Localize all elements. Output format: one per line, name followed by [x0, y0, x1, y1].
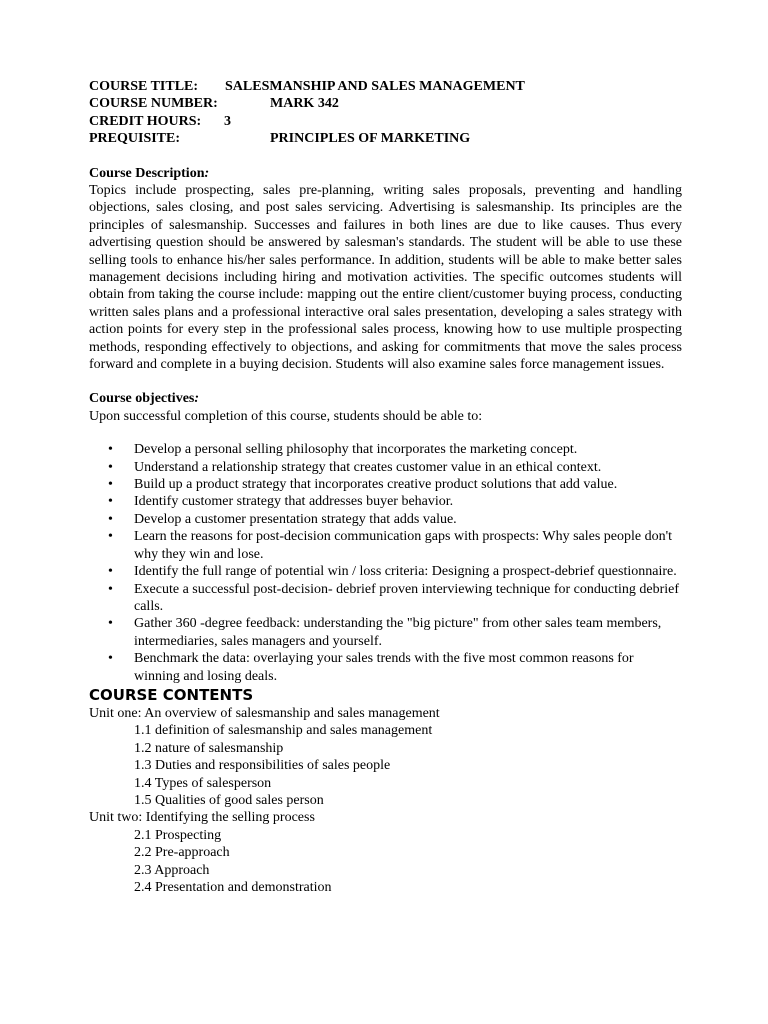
- course-objectives-label: Course objectives: [89, 391, 195, 407]
- objective-item: [89, 650, 682, 685]
- bullet-icon: •: [108, 494, 113, 510]
- course-number-value: MARK 342: [270, 96, 339, 112]
- course-description-colon: :: [204, 165, 210, 181]
- bullet-icon: •: [108, 442, 113, 458]
- objective-text: Understand a relationship strategy that creates customer value in an ethical context.: [134, 459, 602, 475]
- objective-item: [89, 528, 682, 563]
- course-title-value: SALESMANSHIP AND SALES MANAGEMENT: [225, 79, 525, 94]
- bullet-icon: •: [108, 581, 113, 597]
- course-contents-heading: COURSE CONTENTS: [89, 685, 254, 704]
- prerequisite-value: PRINCIPLES OF MARKETING: [270, 131, 471, 147]
- bullet-icon: •: [108, 511, 113, 527]
- objective-item: [89, 459, 682, 476]
- document-content: [89, 78, 682, 896]
- bullet-icon: •: [108, 459, 113, 475]
- objective-text: Develop a customer presentation strategy that adds value.: [134, 511, 457, 527]
- credit-hours-label: CREDIT HOURS:: [89, 113, 202, 129]
- course-number-label: COURSE NUMBER:: [89, 96, 218, 112]
- course-description-label: Course Description: [89, 165, 205, 181]
- objective-text: Learn the reasons for post-decision communication gaps with prospects: Why sales people don't why they win and lose.: [134, 529, 673, 562]
- objective-text: Identify the full range of potential win / loss criteria: Designing a prospect-debrief questionnaire.: [134, 564, 677, 580]
- objective-text: Benchmark the data: overlaying your sales trends with the five most common reasons for winning and losing deals.: [134, 651, 634, 684]
- unit-two-title: Unit two: Identifying the selling process: [89, 810, 315, 826]
- unit-two-item: 2.1 Prospecting: [134, 827, 222, 843]
- objective-item: [89, 581, 682, 616]
- unit-two-item: 2.2 Pre-approach: [134, 845, 230, 861]
- course-objectives-intro: Upon successful completion of this course, students should be able to:: [89, 408, 483, 424]
- objective-text: Identify customer strategy that addresses buyer behavior.: [134, 494, 454, 510]
- bullet-icon: •: [108, 564, 113, 580]
- objective-item: [89, 615, 682, 650]
- objective-text: Build up a product strategy that incorporates creative product solutions that add value.: [134, 477, 618, 493]
- credit-hours-row: [89, 113, 682, 130]
- objective-item: [89, 441, 682, 458]
- objective-item: [89, 476, 682, 493]
- unit-one-title: Unit one: An overview of salesmanship and sales management: [89, 705, 440, 721]
- unit-one-item: 1.5 Qualities of good sales person: [134, 792, 324, 808]
- unit-one-item: 1.3 Duties and responsibilities of sales people: [134, 758, 391, 774]
- course-number-row: [89, 95, 682, 112]
- prerequisite-label: PREQUISITE:: [89, 131, 181, 147]
- objective-text: Execute a successful post-decision- debrief proven interviewing technique for conducting debrief calls.: [134, 581, 680, 614]
- unit-one-item: 1.1 definition of salesmanship and sales management: [134, 723, 433, 739]
- course-title-label: COURSE TITLE:: [89, 79, 199, 94]
- course-title-row: [89, 78, 682, 95]
- unit-two-item: 2.4 Presentation and demonstration: [134, 880, 332, 895]
- course-description-heading: [89, 165, 682, 182]
- unit-one-item: 1.4 Types of salesperson: [134, 775, 272, 791]
- bullet-icon: •: [108, 651, 113, 667]
- bullet-icon: •: [108, 477, 113, 493]
- credit-hours-value: 3: [224, 113, 231, 129]
- unit-one-item: 1.2 nature of salesmanship: [134, 740, 284, 756]
- objective-item: [89, 493, 682, 510]
- unit-two-item: 2.3 Approach: [134, 862, 210, 878]
- course-description-text: Topics include prospecting, sales pre-planning, writing sales proposals, preventing and handling objections, sales closing, and post sales servicing. Advertising is salesmanship. Its principles are the principles of salesmanship. Successes and failures in both lines are due to like causes. Thus every advertising question should be answered by salesman's standards. The student will be able to use these selling tools to enhance his/her sales performance. In addition, students will be able to make better sales management decisions including hiring and motivation activities. The specific outcomes students will obtain from taking the course include: mapping out the entire client/customer buying process, conducting written sales plans and a professional interactive oral sales presentation, developing a sales strategy with action points for every step in the professional sales process, knowing how to use multiple prospecting methods, responding effectively to objections, and asking for commitments that move the sales process forward and complete in a buying decision. Students will also examine sales force management issues.: [89, 182, 682, 373]
- bullet-icon: •: [108, 529, 113, 545]
- prerequisite-row: [89, 130, 682, 147]
- objective-text: Develop a personal selling philosophy that incorporates the marketing concept.: [134, 442, 578, 458]
- objective-item: [89, 511, 682, 528]
- course-objectives-colon: :: [194, 391, 200, 407]
- course-objectives-heading: [89, 390, 682, 407]
- bullet-icon: •: [108, 616, 113, 632]
- objectives-list: [89, 441, 682, 685]
- objective-item: [89, 563, 682, 580]
- objective-text: Gather 360 -degree feedback: understanding the "big picture" from other sales team members, intermediaries, sales managers and yourself.: [134, 616, 662, 649]
